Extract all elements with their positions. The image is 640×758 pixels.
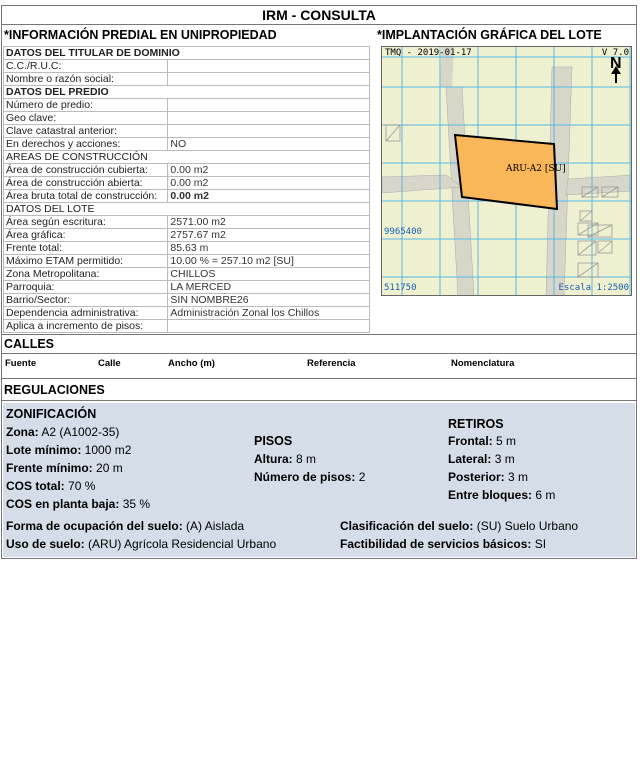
info-label: Área gráfica:: [4, 229, 168, 242]
north-label: N: [610, 55, 622, 72]
calles-col-ancho: Ancho (m): [168, 358, 215, 369]
frente-line: Frente mínimo: 20 m: [6, 461, 123, 475]
cos-pb-line: COS en planta baja: 35 %: [6, 497, 151, 511]
zona-line: Zona: A2 (A1002-35): [6, 425, 120, 439]
section-header-row: [4, 203, 370, 216]
clasificacion-line: Clasificación del suelo: (SU) Suelo Urbano: [340, 519, 579, 533]
info-row: [4, 73, 370, 86]
info-value: [168, 112, 370, 125]
info-row: [4, 216, 370, 229]
divider: [1, 353, 637, 354]
uso-suelo-line: Uso de suelo: (ARU) Agrícola Residencial Urbano: [6, 537, 277, 551]
info-label: Área según escritura:: [4, 216, 168, 229]
posterior-line: Posterior: 3 m: [448, 470, 529, 484]
info-heading: *INFORMACIÓN PREDIAL EN UNIPROPIEDAD: [4, 28, 277, 42]
info-row: [4, 138, 370, 151]
calles-col-nomenclatura: Nomenclatura: [451, 358, 515, 369]
info-value: [168, 320, 370, 333]
lot-zone-label: ARU-A2 [SU]: [506, 164, 566, 174]
info-label: Parroquia:: [4, 281, 168, 294]
calles-col-calle: Calle: [98, 358, 121, 369]
info-row: [4, 190, 370, 203]
calles-heading: CALLES: [4, 337, 54, 351]
pisos-heading: PISOS: [254, 434, 293, 448]
altura-line: Altura: 8 m: [254, 452, 317, 466]
map-coord-y: 9965400: [384, 227, 422, 237]
map-date-label: TMQ - 2019-01-17: [385, 48, 472, 58]
factibilidad-line: Factibilidad de servicios básicos: SI: [340, 537, 547, 551]
info-row: [4, 320, 370, 333]
info-row: [4, 307, 370, 320]
info-label: Máximo ETAM permitido:: [4, 255, 168, 268]
info-row: [4, 281, 370, 294]
info-label: Dependencia administrativa:: [4, 307, 168, 320]
info-row: [4, 294, 370, 307]
info-label: Zona Metropolitana:: [4, 268, 168, 281]
map-road-horizontal: [382, 175, 462, 193]
lote-line: Lote mínimo: 1000 m2: [6, 443, 132, 457]
section-header-label: DATOS DEL PREDIO: [4, 86, 370, 99]
info-value: [168, 73, 370, 86]
info-row: [4, 242, 370, 255]
map-version-label: V 7.0: [601, 48, 629, 58]
map-heading: *IMPLANTACIÓN GRÁFICA DEL LOTE: [377, 28, 602, 42]
info-row: [4, 112, 370, 125]
info-label: Área de construcción abierta:: [4, 177, 168, 190]
forma-ocupacion-line: Forma de ocupación del suelo: (A) Aislada: [6, 519, 245, 533]
info-row: [4, 125, 370, 138]
info-label: Clave catastral anterior:: [4, 125, 168, 138]
info-value: 2757.67 m2: [168, 229, 370, 242]
page-title: IRM - CONSULTA: [1, 5, 637, 25]
info-label: Aplica a incremento de pisos:: [4, 320, 168, 333]
divider: [1, 378, 637, 379]
info-label: Nombre o razón social:: [4, 73, 168, 86]
section-header-row: [4, 86, 370, 99]
info-value: [168, 99, 370, 112]
info-row: [4, 164, 370, 177]
lot-map: [381, 46, 632, 296]
section-header-label: AREAS DE CONSTRUCCIÓN: [4, 151, 370, 164]
section-header-row: [4, 151, 370, 164]
info-row: [4, 229, 370, 242]
info-label: Área bruta total de construcción:: [4, 190, 168, 203]
info-label: Geo clave:: [4, 112, 168, 125]
info-row: [4, 99, 370, 112]
info-label: C.C./R.U.C:: [4, 60, 168, 73]
info-value: 0.00 m2: [168, 164, 370, 177]
info-value: LA MERCED: [168, 281, 370, 294]
divider: [1, 400, 637, 401]
info-label: Barrio/Sector:: [4, 294, 168, 307]
info-value: 0.00 m2: [168, 190, 370, 203]
info-value: [168, 125, 370, 138]
divider: [1, 334, 637, 335]
info-label: Área de construcción cubierta:: [4, 164, 168, 177]
info-row: [4, 255, 370, 268]
zonificacion-heading: ZONIFICACIÓN: [6, 407, 97, 421]
info-row: [4, 268, 370, 281]
info-value: CHILLOS: [168, 268, 370, 281]
info-value: [168, 60, 370, 73]
map-road-horizontal-right: [566, 175, 632, 195]
info-value: 85.63 m: [168, 242, 370, 255]
info-value: 10.00 % = 257.10 m2 [SU]: [168, 255, 370, 268]
retiros-heading: RETIROS: [448, 417, 504, 431]
frontal-line: Frontal: 5 m: [448, 434, 517, 448]
regulaciones-heading: REGULACIONES: [4, 383, 105, 397]
calles-col-fuente: Fuente: [5, 358, 37, 369]
map-coord-x: 511750: [384, 283, 417, 293]
info-value: 2571.00 m2: [168, 216, 370, 229]
lateral-line: Lateral: 3 m: [448, 452, 515, 466]
npisos-line: Número de pisos: 2: [254, 470, 366, 484]
info-row: [4, 60, 370, 73]
info-value: Administración Zonal los Chillos: [168, 307, 370, 320]
section-header-label: DATOS DEL TITULAR DE DOMINIO: [4, 47, 370, 60]
info-value: SIN NOMBRE26: [168, 294, 370, 307]
property-info-table: [3, 46, 370, 333]
map-scale: Escala 1:2500: [558, 283, 629, 293]
info-value: 0.00 m2: [168, 177, 370, 190]
cos-line: COS total: 70 %: [6, 479, 96, 493]
calles-col-referencia: Referencia: [307, 358, 356, 369]
section-header-label: DATOS DEL LOTE: [4, 203, 370, 216]
info-row: [4, 177, 370, 190]
info-value: NO: [168, 138, 370, 151]
info-label: Número de predio:: [4, 99, 168, 112]
info-label: Frente total:: [4, 242, 168, 255]
section-header-row: [4, 47, 370, 60]
info-label: En derechos y acciones:: [4, 138, 168, 151]
entre-bloques-line: Entre bloques: 6 m: [448, 488, 556, 502]
